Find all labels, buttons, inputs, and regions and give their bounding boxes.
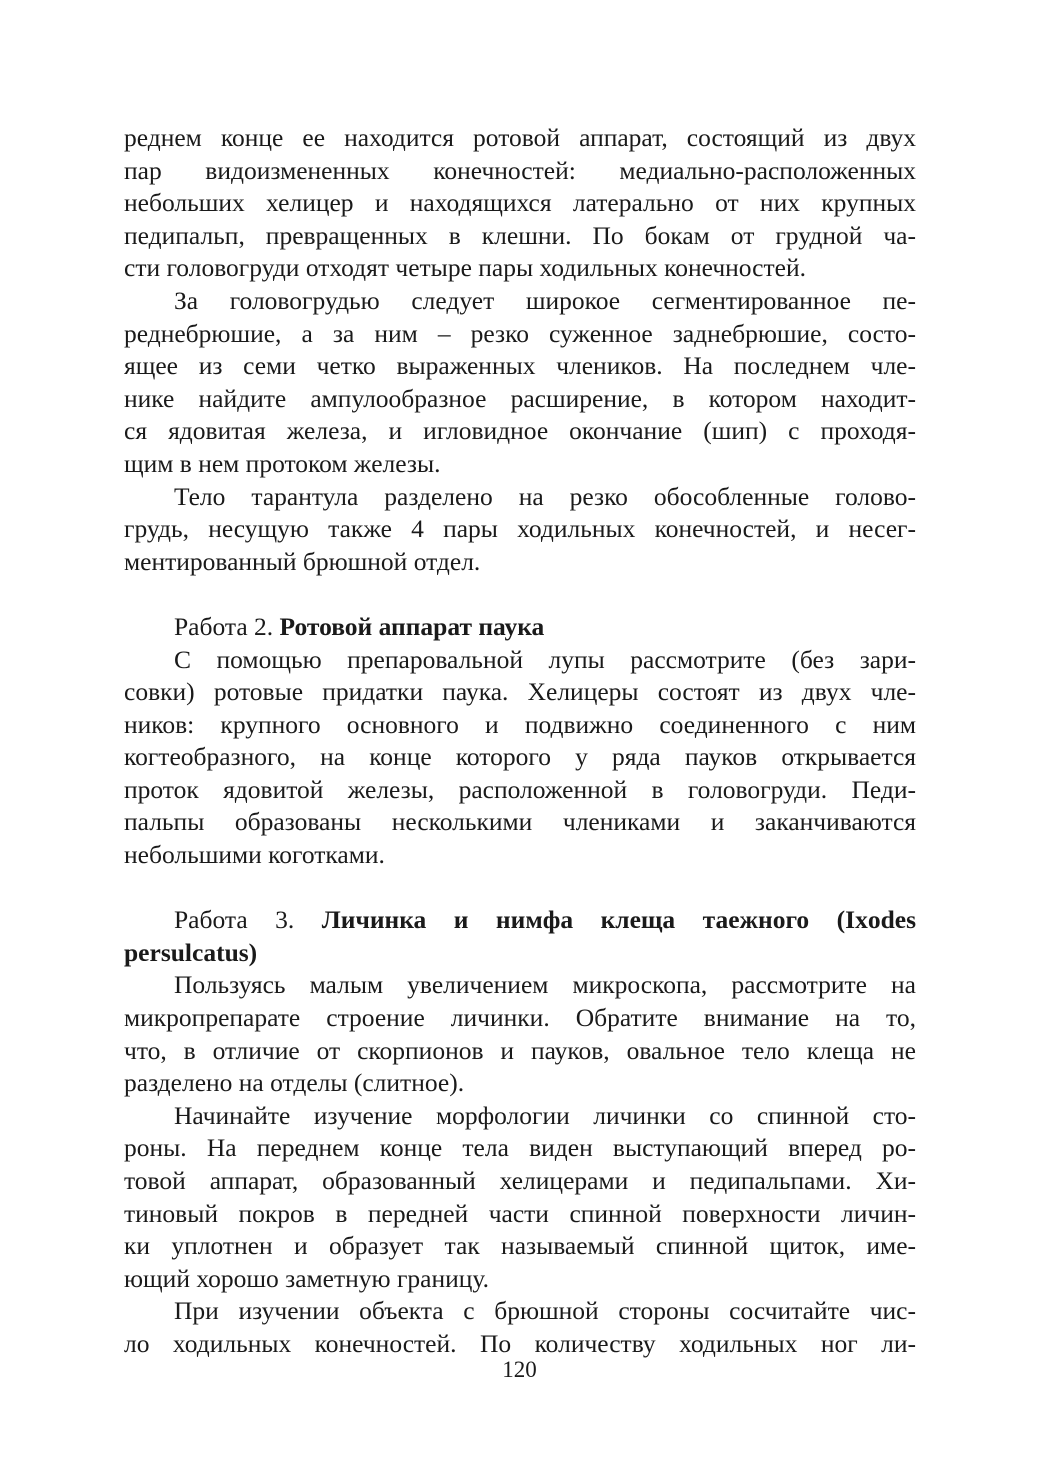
section-spacer: [124, 578, 916, 611]
text-line: разделено на отделы (слитное).: [124, 1068, 465, 1098]
paragraph-mouthparts-continuation: [124, 122, 916, 285]
text-line: нике найдите ампулообразное расширение, в котором находит-: [124, 383, 916, 413]
section-heading: [124, 611, 916, 644]
text-line: роны. На переднем конце тела виден выступающий вперед ро-: [124, 1133, 916, 1163]
text-line: ников: крупного основного и подвижно соединенного с ним: [124, 709, 916, 739]
text-line: ющий хорошо заметную границу.: [124, 1263, 489, 1293]
text-line: что, в отличие от скорпионов и пауков, овальное тело клеща не: [124, 1035, 916, 1065]
text-line: сти головогруди отходят четыре пары ходильных конечностей.: [124, 253, 806, 283]
paragraph-tarantula: [124, 481, 916, 579]
text-line: ки уплотнен и образует так называемый спинной щиток, име-: [124, 1231, 916, 1261]
text-line: ло ходильных конечностей. По количеству ходильных ног ли-: [124, 1328, 916, 1358]
text-line: ментированный брюшной отдел.: [124, 546, 481, 576]
text-line: С помощью препаровальной лупы рассмотрите (без зари-: [174, 644, 916, 674]
paragraph-abdomen: [124, 285, 916, 481]
text-line: небольшими коготками.: [124, 840, 385, 870]
text-line: щим в нем протоком железы.: [124, 448, 441, 478]
text-line: ся ядовитая железа, и игловидное окончание (шип) с проходя-: [124, 416, 916, 446]
text-line: ящее из семи четко выраженных члеников. На последнем чле-: [124, 351, 916, 381]
heading-title: Личинка и нимфа клеща таежного (Ixodes: [321, 905, 916, 935]
text-line: педипальп, превращенных в клешни. По бокам от грудной ча-: [124, 220, 916, 250]
heading-title: Ротовой аппарат паука: [279, 611, 545, 641]
text-line: реднем конце ее находится ротовой аппарат, состоящий из двух: [124, 123, 916, 152]
text-line: когтеобразного, на конце которого у ряда пауков открывается: [124, 742, 916, 772]
text-line: Пользуясь малым увеличением микроскопа, рассмотрите на: [174, 970, 916, 1000]
heading-prefix: Работа 3.: [174, 905, 322, 935]
text-line: грудь, несущую также 4 пары ходильных конечностей, и несег-: [124, 514, 916, 544]
section-spacer: [124, 872, 916, 905]
text-line: пальпы образованы несколькими члениками и заканчиваются: [124, 807, 916, 837]
text-line: совки) ротовые придатки паука. Хелицеры состоят из двух чле-: [124, 677, 916, 707]
text-line: товой аппарат, образованный хелицерами и педипальпами. Хи-: [124, 1166, 916, 1195]
text-line: За головогрудью следует широкое сегментированное пе-: [174, 285, 916, 315]
section-work-2: [124, 611, 916, 872]
text-line: проток ядовитой железы, расположенной в головогруди. Педи-: [124, 774, 916, 804]
text-line: Тело тарантула разделено на резко обособленные голово-: [174, 481, 916, 511]
document-page: [124, 122, 916, 1361]
text-line: микропрепарате строение личинки. Обратите внимание на то,: [124, 1003, 916, 1033]
text-line: тиновый покров в передней части спинной поверхности личин-: [124, 1198, 916, 1228]
page-number: 120: [502, 1357, 537, 1382]
text-line: Начинайте изучение морфологии личинки со спинной сто-: [174, 1100, 916, 1130]
heading-prefix: Работа 2.: [174, 611, 280, 641]
heading-title-continuation: persulcatus): [124, 937, 258, 967]
text-line: небольших хелицер и находящихся латерально от них крупных: [124, 188, 916, 218]
section-heading: [124, 904, 916, 937]
section-work-3: [124, 904, 916, 1360]
text-line: пар видоизмененных конечностей: медиально-расположенных: [124, 155, 916, 185]
text-line: При изучении объекта с брюшной стороны сосчитайте чис-: [174, 1296, 916, 1326]
text-line: реднебрюшие, а за ним – резко суженное заднебрюшие, состо-: [124, 318, 916, 348]
